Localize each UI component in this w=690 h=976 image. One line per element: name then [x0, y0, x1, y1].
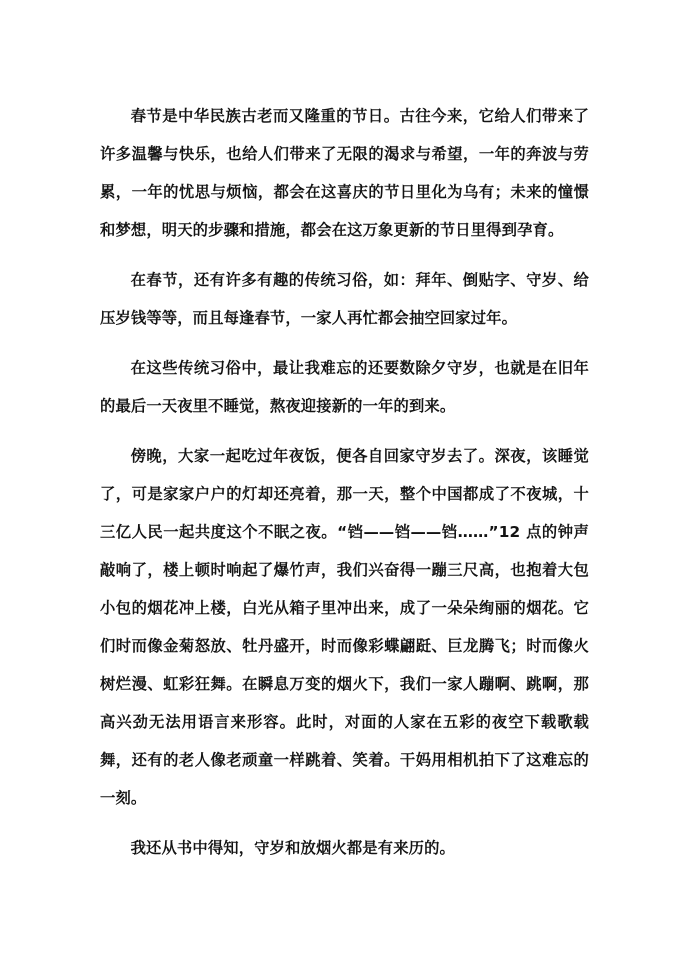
document-text-body: [100, 97, 589, 867]
paragraph-3: 在这些传统习俗中，最让我难忘的还要数除夕守岁，也就是在旧年的最后一天夜里不睡觉，熬夜迎接新的一年的到来。: [100, 359, 589, 415]
paragraph-5: 我还从书中得知，守岁和放烟火都是有来历的。: [130, 839, 455, 857]
paragraph-1: 春节是中华民族古老而又隆重的节日。古往今来，它给人们带来了许多温馨与快乐，也给人们带来了无限的渴求与希望，一年的奔波与劳累，一年的忧思与烦恼，都会在这喜庆的节日里化为乌有；未来的憧憬和梦想，明天的步骤和措施，都会在这万象更新的节日里得到孕育。: [100, 107, 589, 239]
paragraph-4: 傍晚，大家一起吃过年夜饭，便各自回家守岁去了。深夜，该睡觉了，可是家家户户的灯却还亮着，那一天，整个中国都成了不夜城，十三亿人民一起共度这个不眠之夜。“铛——铛——铛……”12 点的钟声敲响了，楼上顿时响起了爆竹声，我们兴奋得一蹦三尺高，也抱着大包小包的烟花冲上楼，白光从箱子里冲出来，成了一朵朵绚丽的烟花。它们时而像金菊怒放、牡丹盛开，时而像彩蝶翩跹、巨龙腾飞；时而像火树烂漫、虹彩狂舞。在瞬息万变的烟火下，我们一家人蹦啊、跳啊，那高兴劲无法用语言来形容。此时，对面的人家在五彩的夜空下载歌载舞，还有的老人像老顽童一样跳着、笑着。干妈用相机拍下了这难忘的一刻。: [100, 447, 589, 807]
paragraph-2: 在春节，还有许多有趣的传统习俗，如：拜年、倒贴字、守岁、给压岁钱等等，而且每逢春节，一家人再忙都会抽空回家过年。: [100, 271, 589, 327]
